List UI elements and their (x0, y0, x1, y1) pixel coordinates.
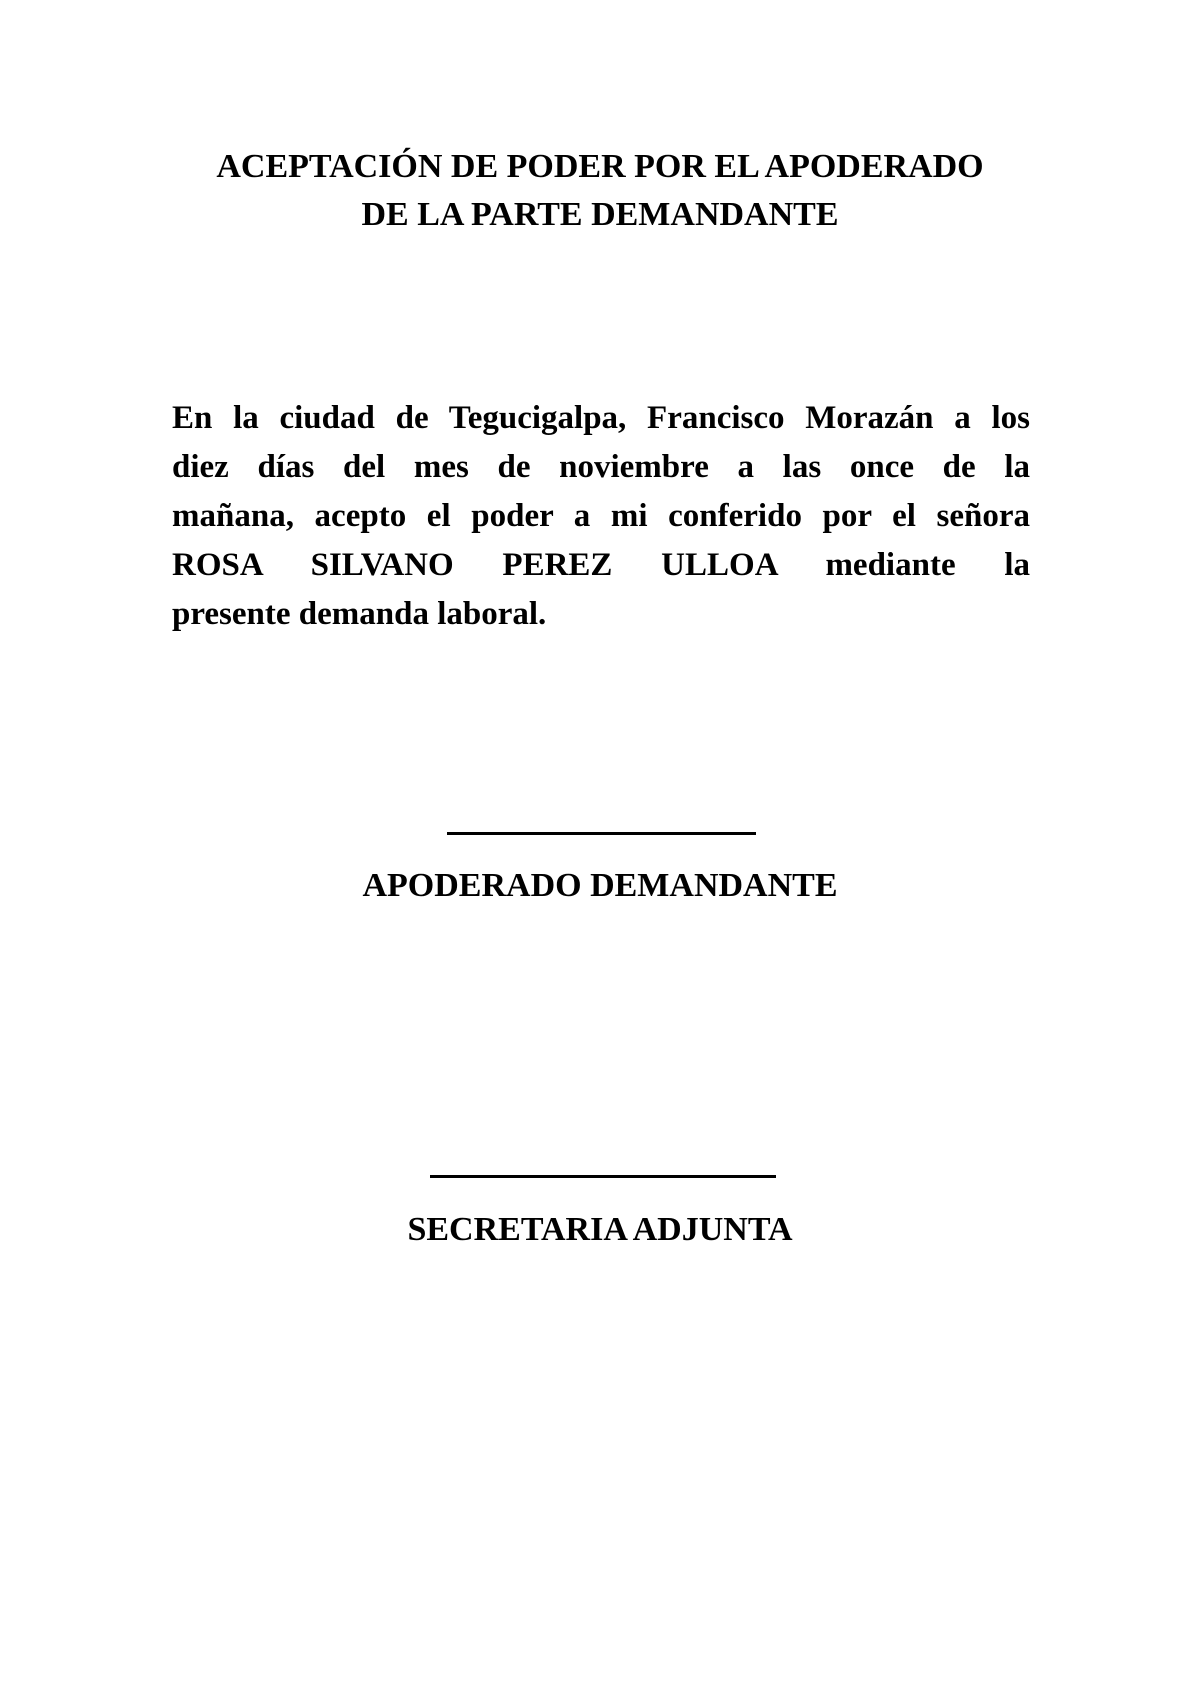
document-title-line-1: ACEPTACIÓN DE PODER POR EL APODERADO (216, 148, 984, 185)
signature-line-secretaria (430, 1175, 776, 1178)
body-line-1: En la ciudad de Tegucigalpa, Francisco Morazán a los (172, 400, 1030, 436)
body-paragraph (172, 394, 1030, 639)
body-line-3: mañana, acepto el poder a mi conferido por el señora (172, 498, 1030, 534)
signature-label-apoderado: APODERADO DEMANDANTE (362, 867, 838, 904)
signature-line-apoderado (447, 832, 756, 835)
body-line-5: presente demanda laboral. (172, 596, 547, 632)
body-line-4: ROSA SILVANO PEREZ ULLOA mediante la (172, 547, 1030, 583)
document-title-line-2: DE LA PARTE DEMANDANTE (361, 196, 839, 233)
signature-label-secretaria: SECRETARIA ADJUNTA (407, 1211, 793, 1248)
body-line-2: diez días del mes de noviembre a las once de la (172, 449, 1030, 485)
